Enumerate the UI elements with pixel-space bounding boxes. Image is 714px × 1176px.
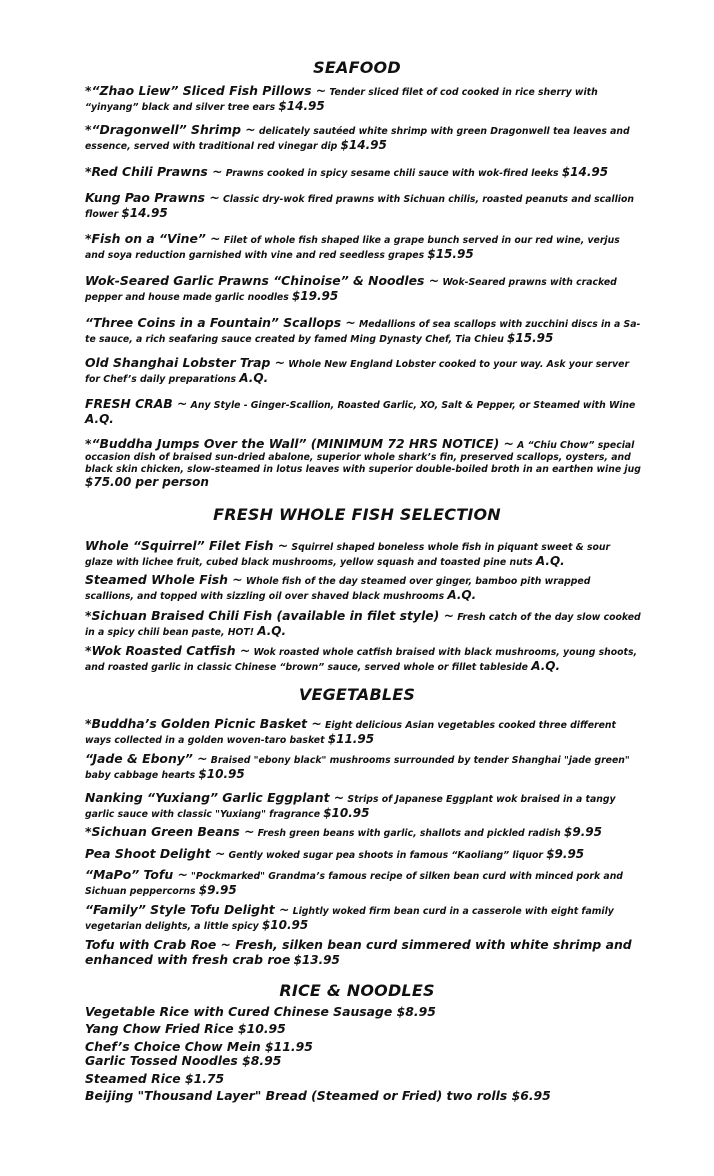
seafood-item: FRESH CRAB ~ Any Style - Ginger-Scallion, Roasted Garlic, XO, Salt & Pepper, or Steamed with Wine A.Q.	[85, 396, 636, 426]
vegetable-item: Pea Shoot Delight ~ Gently woked sugar pea shoots in famous “Kaoliang” liquor $9.95	[85, 846, 585, 861]
seafood-heading: SEAFOOD	[313, 58, 401, 77]
fish-item: *Sichuan Braised Chili Fish (available in filet style) ~ Fresh catch of the day slow cooked in a spicy chili bean paste, HOT! A.Q.	[85, 608, 641, 638]
rice-item: Garlic Tossed Noodles $8.95	[85, 1053, 282, 1068]
vegetables-heading: VEGETABLES	[298, 685, 416, 704]
vegetable-item: *Buddha’s Golden Picnic Basket ~ Eight delicious Asian vegetables cooked three different ways collected in a golden woven-taro basket $11.95	[85, 716, 616, 746]
fish-item: Whole “Squirrel” Filet Fish ~ Squirrel shaped boneless whole fish in piquant sweet & sour glaze with lichee fruit, cubed black mushrooms, yellow squash and toasted pine nuts A.Q.	[85, 538, 611, 568]
seafood-item: *Fish on a “Vine” ~ Filet of whole fish shaped like a grape bunch served in our red wine, verjus and soya reduction garnished with vine and red seedless grapes $15.95	[85, 231, 620, 261]
rice-item: Vegetable Rice with Cured Chinese Sausage $8.95	[85, 1004, 436, 1019]
vegetable-item: Tofu with Crab Roe ~ Fresh, silken bean curd simmered with white shrimp and enhanced with fresh crab roe $13.95	[85, 937, 632, 967]
rice-item: Chef’s Choice Chow Mein $11.95	[85, 1039, 313, 1054]
fish-heading: FRESH WHOLE FISH SELECTION	[213, 505, 501, 524]
seafood-item: *“Dragonwell” Shrimp ~ delicately sautéed white shrimp with green Dragonwell tea leaves and essence, served with traditional red vinegar dip $14.95	[85, 122, 630, 152]
vegetable-item: “MaPo” Tofu ~ "Pockmarked" Grandma’s famous recipe of silken bean curd with minced pork and Sichuan peppercorns $9.95	[85, 867, 623, 897]
rice-item: Beijing "Thousand Layer" Bread (Steamed or Fried) two rolls $6.95	[85, 1088, 551, 1103]
rice-heading: RICE & NOODLES	[279, 981, 435, 1000]
vegetable-item: “Jade & Ebony” ~ Braised "ebony black" mushrooms surrounded by tender Shanghai "jade green" baby cabbage hearts $10.95	[85, 751, 630, 781]
rice-item: Yang Chow Fried Rice $10.95	[85, 1021, 286, 1036]
rice-item: Steamed Rice $1.75	[85, 1071, 225, 1086]
seafood-item: “Three Coins in a Fountain” Scallops ~ Medallions of sea scallops with zucchini discs in a Sa-te sauce, a rich seafaring sauce created by famed Ming Dynasty Chef, Tia Chieu $15.95	[85, 315, 641, 345]
seafood-item: *“Buddha Jumps Over the Wall” (MINIMUM 72 HRS NOTICE) ~ A “Chiu Chow” special occasion dish of braised sun-dried abalone, superior whole shark’s fin, preserved scallops, oysters, and black skin chicken, slow-steamed in lotus leaves with superior double-boiled broth in an earthen wine jug $75.00 per person	[85, 436, 641, 489]
fish-item: *Wok Roasted Catfish ~ Wok roasted whole catfish braised with black mushrooms, young shoots, and roasted garlic in classic Chinese “brown” sauce, served whole or fillet tableside A.Q.	[85, 643, 638, 673]
seafood-item: Wok-Seared Garlic Prawns “Chinoise” & Noodles ~ Wok-Seared prawns with cracked pepper and house made garlic noodles $19.95	[85, 273, 617, 303]
seafood-item: Kung Pao Prawns ~ Classic dry-wok fired prawns with Sichuan chilis, roasted peanuts and scallion flower $14.95	[85, 190, 634, 220]
seafood-item: Old Shanghai Lobster Trap ~ Whole New England Lobster cooked to your way. Ask your server for Chef’s daily preparations A.Q.	[85, 355, 630, 385]
seafood-item: *Red Chili Prawns ~ Prawns cooked in spicy sesame chili sauce with wok-fired leeks $14.95	[85, 164, 609, 179]
seafood-item: *“Zhao Liew” Sliced Fish Pillows ~ Tender sliced filet of cod cooked in rice sherry with “yinyang” black and silver tree ears $14.95	[85, 83, 598, 113]
fish-item: Steamed Whole Fish ~ Whole fish of the day steamed over ginger, bamboo pith wrapped scallions, and topped with sizzling oil over shaved black mushrooms A.Q.	[85, 572, 591, 602]
vegetable-item: “Family” Style Tofu Delight ~ Lightly woked firm bean curd in a casserole with eight family vegetarian delights, a little spicy $10.95	[85, 902, 614, 932]
vegetable-item: Nanking “Yuxiang” Garlic Eggplant ~ Strips of Japanese Eggplant wok braised in a tangy garlic sauce with classic "Yuxiang" fragrance $10.95	[85, 790, 616, 820]
vegetable-item: *Sichuan Green Beans ~ Fresh green beans with garlic, shallots and pickled radish $9.95	[85, 824, 602, 839]
